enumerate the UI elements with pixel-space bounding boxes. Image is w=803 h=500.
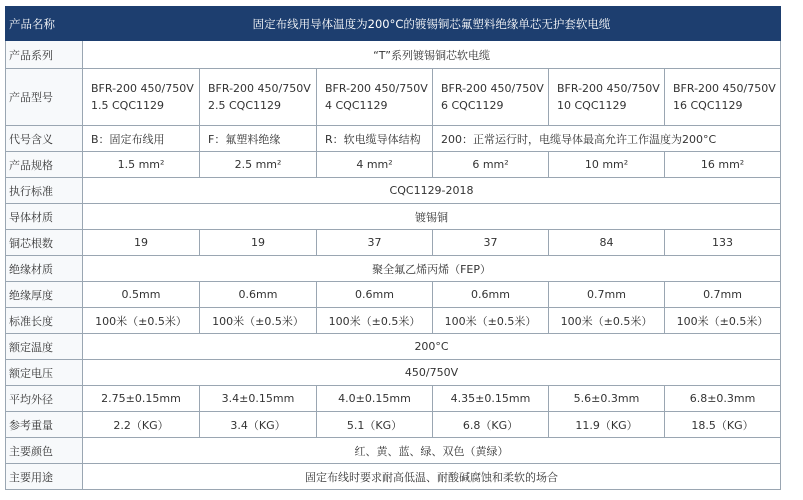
diameter-cell: 4.35±0.15mm bbox=[433, 386, 549, 412]
model-line1: BFR-200 450/750V bbox=[557, 82, 660, 95]
row-product-series bbox=[6, 41, 781, 69]
length-cell: 100米（±0.5米） bbox=[433, 308, 549, 334]
thickness-cell: 0.6mm bbox=[433, 282, 549, 308]
label-voltage: 额定电压 bbox=[6, 360, 83, 386]
model-line1: BFR-200 450/750V bbox=[441, 82, 544, 95]
model-cell bbox=[549, 69, 665, 126]
weight-cell: 18.5（KG） bbox=[665, 412, 781, 438]
model-line2: 1.5 CQC1129 bbox=[91, 99, 165, 112]
strands-cell: 133 bbox=[665, 230, 781, 256]
value-product-name: 固定布线用导体温度为200°C的镀锡铜芯氟塑料绝缘单芯无护套软电缆 bbox=[83, 7, 781, 41]
label-diameter: 平均外径 bbox=[6, 386, 83, 412]
row-product-spec bbox=[6, 152, 781, 178]
code-meaning-cell: R：软电缆导体结构 bbox=[317, 126, 433, 152]
row-conductor bbox=[6, 204, 781, 230]
value-usage: 固定布线时要求耐高低温、耐酸碱腐蚀和柔软的场合 bbox=[83, 464, 781, 490]
weight-cell: 11.9（KG） bbox=[549, 412, 665, 438]
row-code-meaning bbox=[6, 126, 781, 152]
thickness-cell: 0.7mm bbox=[665, 282, 781, 308]
value-insulation: 聚全氟乙烯丙烯（FEP） bbox=[83, 256, 781, 282]
model-cell bbox=[317, 69, 433, 126]
value-colors: 红、黄、蓝、绿、双色（黄绿） bbox=[83, 438, 781, 464]
model-line2: 16 CQC1129 bbox=[673, 99, 743, 112]
length-cell: 100米（±0.5米） bbox=[317, 308, 433, 334]
row-temperature bbox=[6, 334, 781, 360]
spec-cell: 1.5 mm² bbox=[83, 152, 200, 178]
value-conductor: 镀锡铜 bbox=[83, 204, 781, 230]
label-usage: 主要用途 bbox=[6, 464, 83, 490]
model-line1: BFR-200 450/750V bbox=[673, 82, 776, 95]
value-product-series: “T”系列镀锡铜芯软电缆 bbox=[83, 41, 781, 69]
model-cell bbox=[200, 69, 317, 126]
row-voltage bbox=[6, 360, 781, 386]
model-line2: 6 CQC1129 bbox=[441, 99, 504, 112]
label-length: 标准长度 bbox=[6, 308, 83, 334]
spec-cell: 6 mm² bbox=[433, 152, 549, 178]
row-colors bbox=[6, 438, 781, 464]
length-cell: 100米（±0.5米） bbox=[665, 308, 781, 334]
row-strands bbox=[6, 230, 781, 256]
model-cell bbox=[83, 69, 200, 126]
spec-cell: 2.5 mm² bbox=[200, 152, 317, 178]
spec-cell: 10 mm² bbox=[549, 152, 665, 178]
row-product-name bbox=[6, 7, 781, 41]
row-usage bbox=[6, 464, 781, 490]
diameter-cell: 4.0±0.15mm bbox=[317, 386, 433, 412]
label-product-name: 产品名称 bbox=[6, 7, 83, 41]
model-cell bbox=[433, 69, 549, 126]
label-strands: 铜芯根数 bbox=[6, 230, 83, 256]
spec-cell: 4 mm² bbox=[317, 152, 433, 178]
thickness-cell: 0.6mm bbox=[317, 282, 433, 308]
row-length bbox=[6, 308, 781, 334]
model-line1: BFR-200 450/750V bbox=[91, 82, 194, 95]
label-standard: 执行标准 bbox=[6, 178, 83, 204]
model-line2: 4 CQC1129 bbox=[325, 99, 388, 112]
diameter-cell: 3.4±0.15mm bbox=[200, 386, 317, 412]
diameter-cell: 5.6±0.3mm bbox=[549, 386, 665, 412]
thickness-cell: 0.6mm bbox=[200, 282, 317, 308]
label-temperature: 额定温度 bbox=[6, 334, 83, 360]
row-product-model bbox=[6, 69, 781, 126]
row-weight bbox=[6, 412, 781, 438]
thickness-cell: 0.5mm bbox=[83, 282, 200, 308]
label-thickness: 绝缘厚度 bbox=[6, 282, 83, 308]
model-line2: 10 CQC1129 bbox=[557, 99, 627, 112]
code-meaning-cell: 200：正常运行时，电缆导体最高允许工作温度为200°C bbox=[433, 126, 781, 152]
spec-cell: 16 mm² bbox=[665, 152, 781, 178]
label-weight: 参考重量 bbox=[6, 412, 83, 438]
model-line1: BFR-200 450/750V bbox=[208, 82, 311, 95]
code-meaning-cell: B：固定布线用 bbox=[83, 126, 200, 152]
label-code-meaning: 代号含义 bbox=[6, 126, 83, 152]
length-cell: 100米（±0.5米） bbox=[549, 308, 665, 334]
model-line2: 2.5 CQC1129 bbox=[208, 99, 282, 112]
product-spec-table bbox=[5, 6, 781, 490]
row-thickness bbox=[6, 282, 781, 308]
weight-cell: 2.2（KG） bbox=[83, 412, 200, 438]
model-line1: BFR-200 450/750V bbox=[325, 82, 428, 95]
value-voltage: 450/750V bbox=[83, 360, 781, 386]
label-product-spec: 产品规格 bbox=[6, 152, 83, 178]
strands-cell: 37 bbox=[317, 230, 433, 256]
weight-cell: 5.1（KG） bbox=[317, 412, 433, 438]
length-cell: 100米（±0.5米） bbox=[83, 308, 200, 334]
strands-cell: 84 bbox=[549, 230, 665, 256]
code-meaning-cell: F：氟塑料绝缘 bbox=[200, 126, 317, 152]
row-standard bbox=[6, 178, 781, 204]
strands-cell: 19 bbox=[200, 230, 317, 256]
row-diameter bbox=[6, 386, 781, 412]
strands-cell: 19 bbox=[83, 230, 200, 256]
weight-cell: 3.4（KG） bbox=[200, 412, 317, 438]
row-insulation bbox=[6, 256, 781, 282]
model-cell bbox=[665, 69, 781, 126]
label-conductor: 导体材质 bbox=[6, 204, 83, 230]
label-insulation: 绝缘材质 bbox=[6, 256, 83, 282]
value-temperature: 200°C bbox=[83, 334, 781, 360]
value-standard: CQC1129-2018 bbox=[83, 178, 781, 204]
label-colors: 主要颜色 bbox=[6, 438, 83, 464]
thickness-cell: 0.7mm bbox=[549, 282, 665, 308]
diameter-cell: 6.8±0.3mm bbox=[665, 386, 781, 412]
diameter-cell: 2.75±0.15mm bbox=[83, 386, 200, 412]
length-cell: 100米（±0.5米） bbox=[200, 308, 317, 334]
weight-cell: 6.8（KG） bbox=[433, 412, 549, 438]
strands-cell: 37 bbox=[433, 230, 549, 256]
label-product-model: 产品型号 bbox=[6, 69, 83, 126]
label-product-series: 产品系列 bbox=[6, 41, 83, 69]
